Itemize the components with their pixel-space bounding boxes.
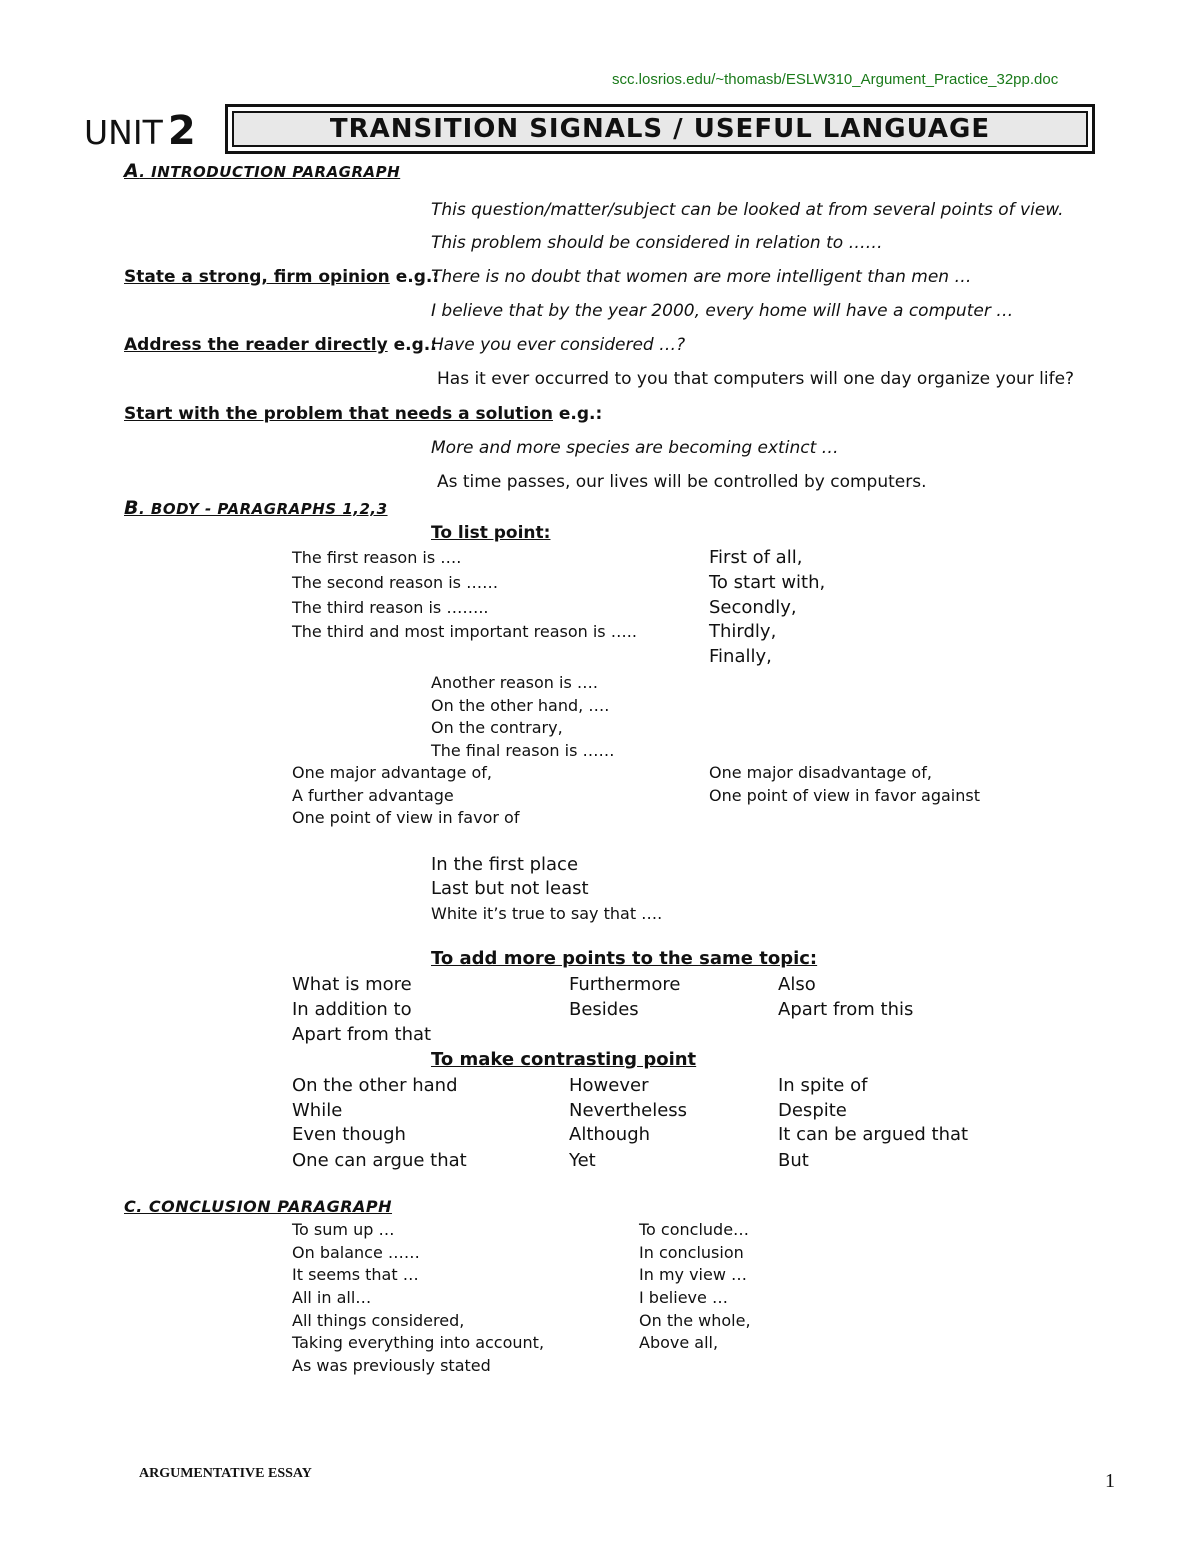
contrast-col2-1: However (569, 1075, 649, 1096)
section-b-heading (124, 497, 388, 519)
intro-general-line-2: This problem should be considered in relation to …… (431, 233, 883, 253)
address-reader-eg: e.g.: (387, 335, 437, 355)
list-point-middle-2: On the other hand, …. (431, 696, 610, 715)
add-points-col3-2: Apart from this (778, 999, 914, 1020)
advantage-left-3: One point of view in favor of (292, 808, 520, 827)
add-points-col1-3: Apart from that (292, 1024, 432, 1045)
section-a-heading (124, 160, 400, 182)
conclusion-left-5: All things considered, (292, 1311, 465, 1330)
unit-word: UNIT (84, 113, 163, 152)
list-point-right-2: To start with, (709, 572, 826, 593)
footer-label: ARGUMENTATIVE ESSAY (139, 1466, 312, 1481)
list-point-right-5: Finally, (709, 646, 772, 667)
list-point-left-1: The first reason is …. (292, 548, 462, 567)
contrast-col1-2: While (292, 1100, 343, 1121)
address-reader-label-text: Address the reader directly (124, 335, 388, 355)
problem-solution-line-1: More and more species are becoming extinct … (431, 438, 839, 458)
conclusion-left-1: To sum up … (292, 1220, 395, 1239)
address-reader-label (124, 335, 437, 355)
list-point-left-2: The second reason is …… (292, 573, 499, 592)
add-points-col3-1: Also (778, 974, 816, 995)
address-reader-line-2: Has it ever occurred to you that computers will one day organize your life? (437, 369, 1075, 389)
section-a-letter: A (124, 160, 140, 182)
contrast-heading: To make contrasting point (431, 1049, 697, 1070)
contrast-col2-3: Although (569, 1124, 651, 1145)
add-points-col1-1: What is more (292, 974, 412, 995)
advantage-left-1: One major advantage of, (292, 763, 492, 782)
list-point-heading: To list point: (431, 523, 551, 543)
section-b-letter: B (124, 497, 139, 519)
conclusion-left-7: As was previously stated (292, 1356, 491, 1375)
problem-solution-label-text: Start with the problem that needs a solution (124, 404, 553, 424)
list-point-left-4: The third and most important reason is ….. (292, 622, 637, 641)
list-point-right-4: Thirdly, (709, 621, 777, 642)
conclusion-right-5: On the whole, (639, 1311, 751, 1330)
list-point-left-3: The third reason is …….. (292, 598, 489, 617)
list-point-right-1: First of all, (709, 547, 803, 568)
unit-number: 2 (167, 108, 196, 154)
conclusion-right-2: In conclusion (639, 1243, 744, 1262)
contrast-col3-1: In spite of (778, 1075, 868, 1096)
add-points-col1-2: In addition to (292, 999, 412, 1020)
unit-label (84, 108, 196, 154)
section-b-title: . BODY - PARAGRAPHS 1,2,3 (138, 500, 388, 518)
contrast-col1-1: On the other hand (292, 1075, 458, 1096)
problem-solution-line-2: As time passes, our lives will be controlled by computers. (437, 472, 927, 492)
problem-solution-label (124, 404, 602, 424)
add-points-col2-1: Furthermore (569, 974, 681, 995)
extra-point-3: White it’s true to say that …. (431, 904, 663, 923)
contrast-col3-4: But (778, 1150, 809, 1171)
list-point-middle-4: The final reason is …… (431, 741, 615, 760)
extra-point-1: In the first place (431, 854, 579, 875)
intro-general-line-1: This question/matter/subject can be looked at from several points of view. (431, 200, 1064, 220)
contrast-col1-4: One can argue that (292, 1150, 467, 1171)
contrast-col3-2: Despite (778, 1100, 847, 1121)
contrast-col2-2: Nevertheless (569, 1100, 688, 1121)
disadvantage-right-2: One point of view in favor against (709, 786, 980, 805)
extra-point-2: Last but not least (431, 878, 589, 899)
address-reader-line-1: Have you ever considered …? (431, 335, 686, 355)
page-number: 1 (1105, 1470, 1115, 1492)
source-url: scc.losrios.edu/~thomasb/ESLW310_Argument_Practice_32pp.doc (612, 71, 1059, 88)
conclusion-right-4: I believe … (639, 1288, 728, 1307)
conclusion-left-3: It seems that … (292, 1265, 419, 1284)
strong-opinion-line-1: There is no doubt that women are more intelligent than men … (431, 267, 972, 287)
strong-opinion-label-text: State a strong, firm opinion (124, 267, 390, 287)
contrast-col2-4: Yet (569, 1150, 596, 1171)
list-point-right-3: Secondly, (709, 597, 797, 618)
conclusion-right-6: Above all, (639, 1333, 719, 1352)
disadvantage-right-1: One major disadvantage of, (709, 763, 932, 782)
title-box (225, 104, 1095, 154)
conclusion-left-2: On balance …… (292, 1243, 420, 1262)
add-points-heading: To add more points to the same topic: (431, 948, 818, 969)
section-a-title: . INTRODUCTION PARAGRAPH (139, 163, 401, 181)
conclusion-right-1: To conclude… (639, 1220, 750, 1239)
title-box-inner (232, 111, 1088, 147)
list-point-middle-1: Another reason is …. (431, 673, 598, 692)
advantage-left-2: A further advantage (292, 786, 454, 805)
conclusion-right-3: In my view … (639, 1265, 748, 1284)
list-point-middle-3: On the contrary, (431, 718, 563, 737)
add-points-col2-2: Besides (569, 999, 639, 1020)
strong-opinion-line-2: I believe that by the year 2000, every home will have a computer … (431, 301, 1014, 321)
contrast-col3-3: It can be argued that (778, 1124, 969, 1145)
strong-opinion-eg: e.g.: (389, 267, 440, 287)
contrast-col1-3: Even though (292, 1124, 406, 1145)
conclusion-left-4: All in all… (292, 1288, 372, 1307)
strong-opinion-label (124, 267, 439, 287)
conclusion-left-6: Taking everything into account, (292, 1333, 545, 1352)
section-c-heading: C. CONCLUSION PARAGRAPH (124, 1197, 393, 1216)
problem-solution-eg: e.g.: (552, 404, 603, 424)
page-title: TRANSITION SIGNALS / USEFUL LANGUAGE (329, 114, 991, 144)
